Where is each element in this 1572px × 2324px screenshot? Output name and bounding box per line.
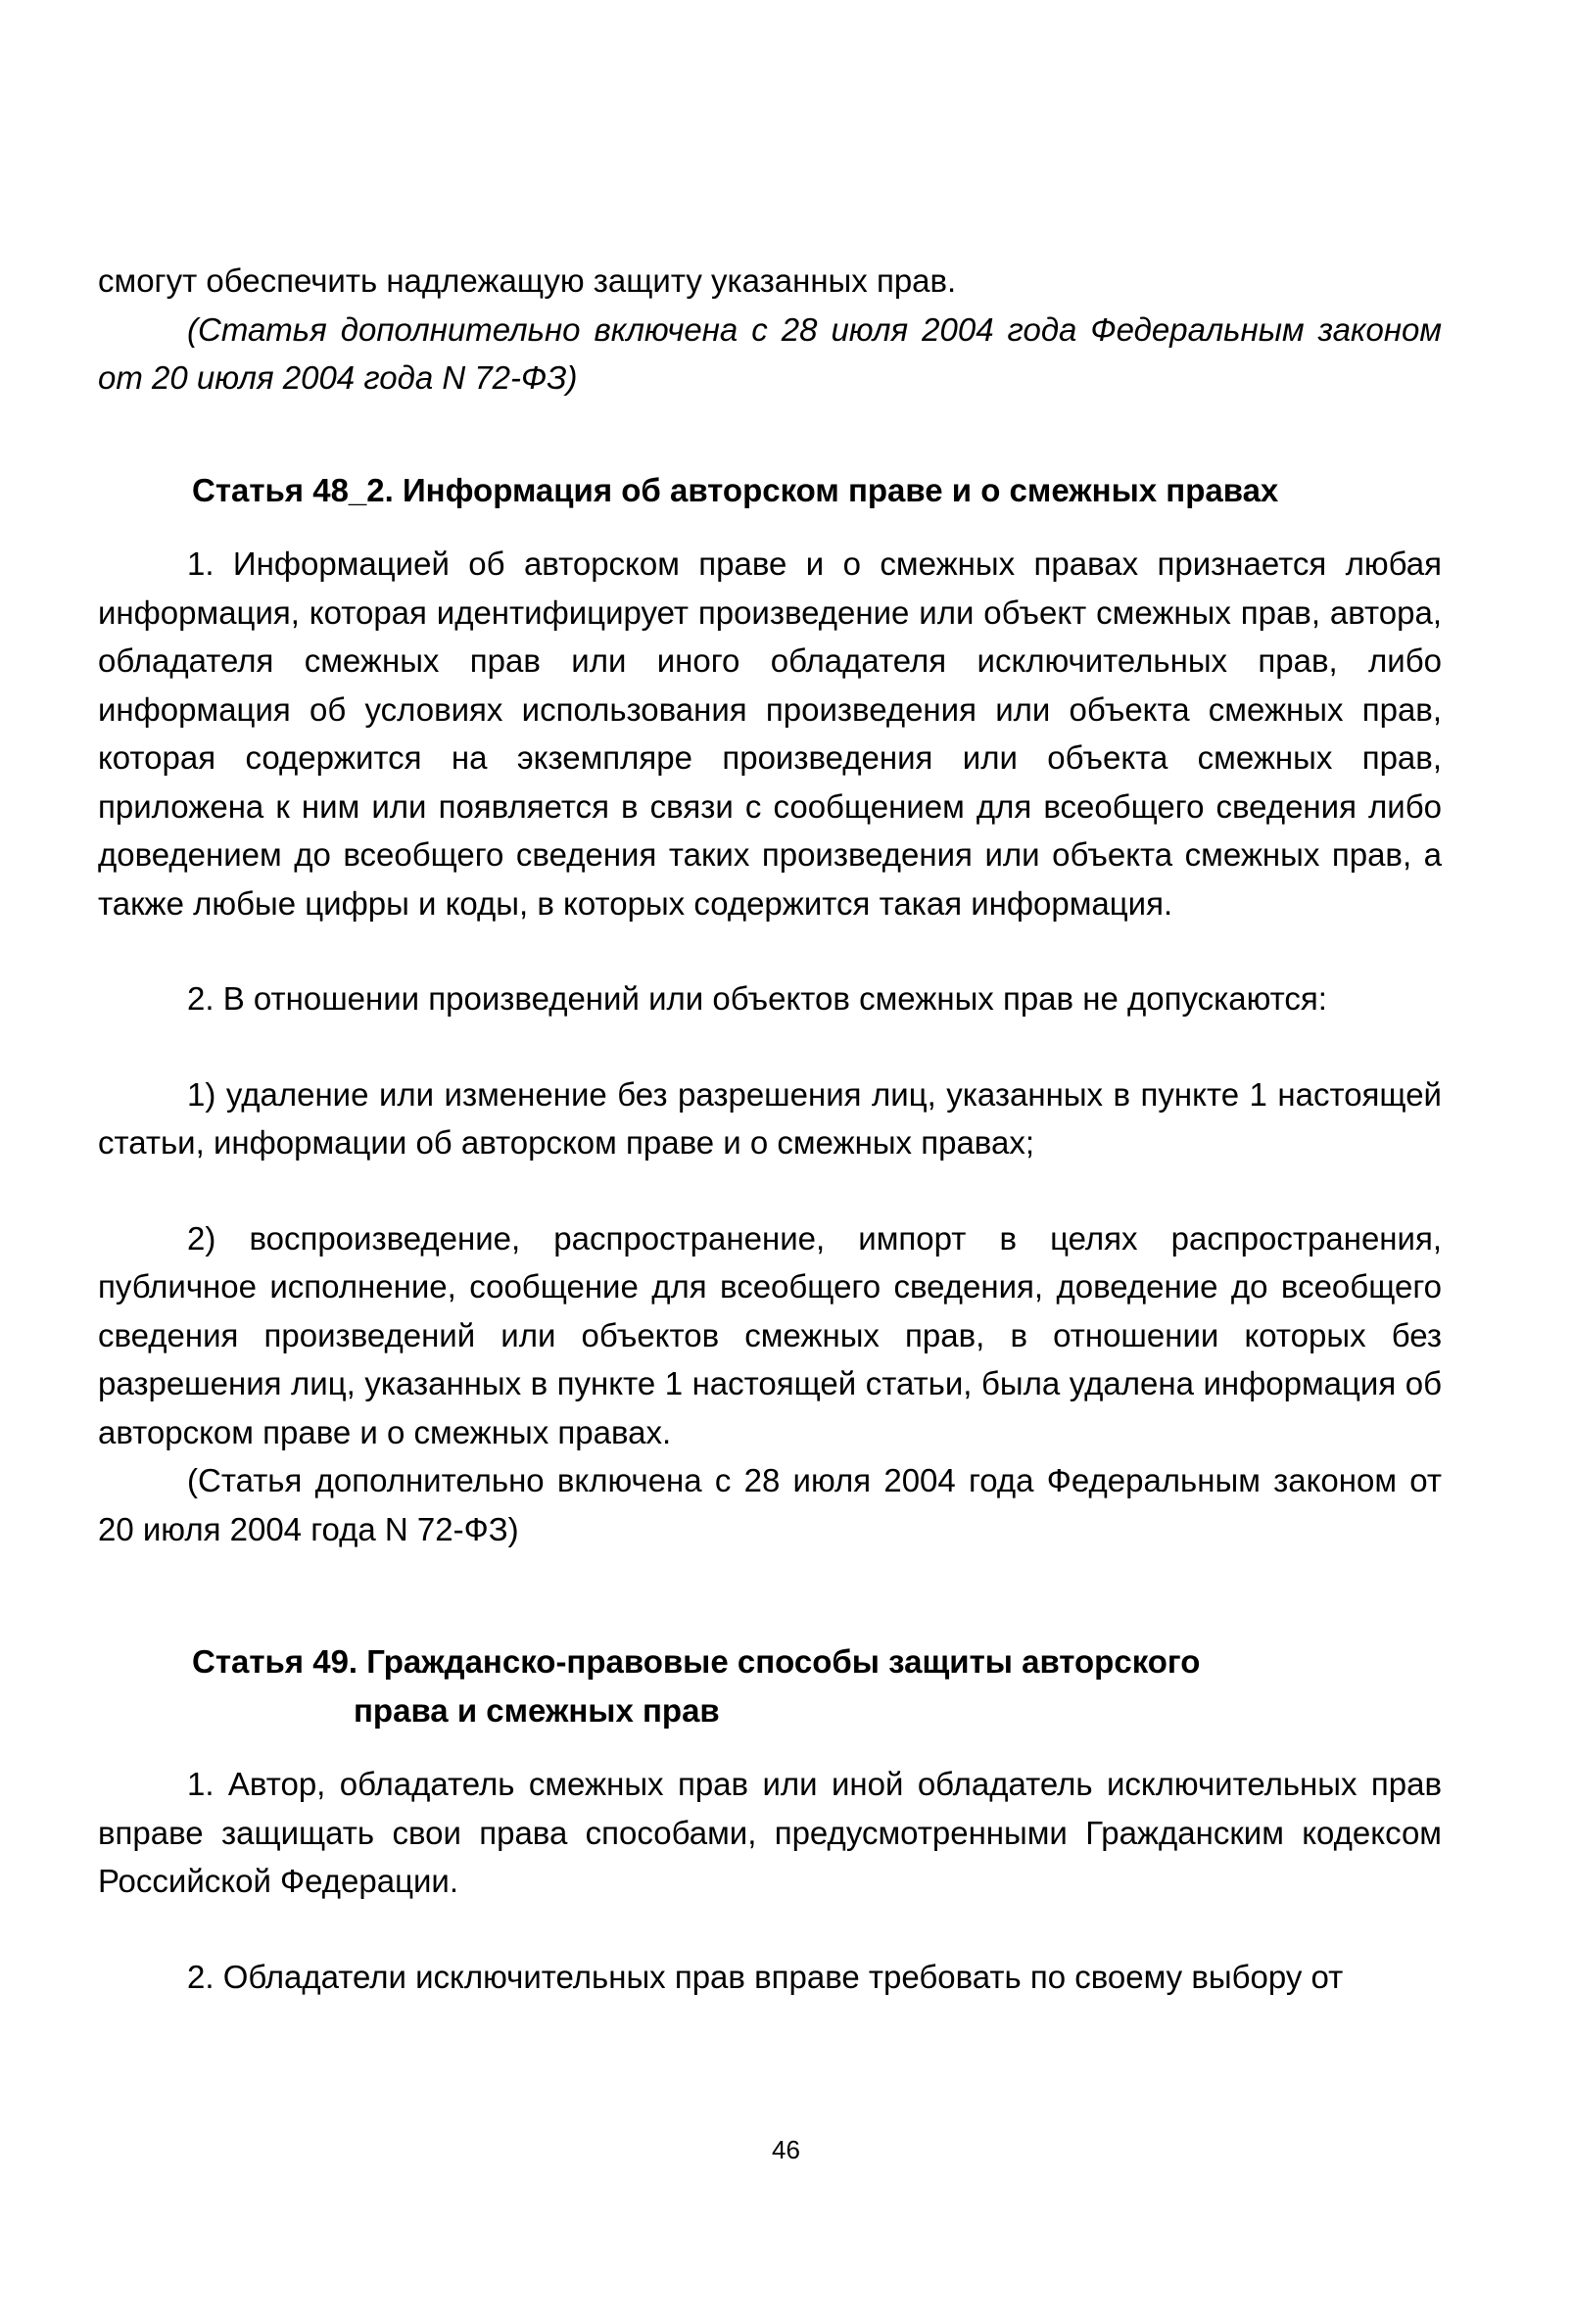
amendment-note: (Статья дополнительно включена с 28 июля 2004 года Федеральным законом от 20 июля 2004 года N 72-ФЗ)	[98, 1462, 1442, 1547]
article-48-2-paragraph-1: 1. Информацией об авторском праве и о смежных правах признается любая информация, которая идентифицирует произведение или объект смежных прав, автора, обладателя смежных прав или иного обладателя исключительных прав, либо информация об условиях использования произведения или объекта смежных прав, которая содержится на экземпляре произведения или объекта смежных прав, приложена к ним или появляется в связи с сообщением для всеобщего сведения либо доведением до всеобщего сведения таких произведения или объекта смежных прав, а также любые цифры и коды, в которых содержится такая информация.	[98, 545, 1442, 922]
article-49-heading	[98, 1637, 1442, 1734]
article-48-2-heading: Статья 48_2. Информация об авторском праве и о смежных правах	[192, 471, 1279, 508]
document-page	[98, 257, 1442, 2001]
article-49-heading-line-2: права и смежных прав	[354, 1691, 720, 1729]
article-49-paragraph-2: 2. Обладатели исключительных прав вправе требовать по своему выбору от	[187, 1958, 1344, 1995]
article-49-heading-line-1: Статья 49. Гражданско-правовые способы защиты авторского	[192, 1643, 1201, 1680]
continuation-text: смогут обеспечить надлежащую защиту указанных прав.	[98, 262, 957, 299]
article-48-2-item-1: 1) удаление или изменение без разрешения лиц, указанных в пункте 1 настоящей статьи, информации об авторском праве и о смежных правах;	[98, 1075, 1442, 1161]
article-48-2-item-2: 2) воспроизведение, распространение, импорт в целях распространения, публичное исполнение, сообщение для всеобщего сведения, доведение до всеобщего сведения произведений или объектов смежных прав, в отношении которых без разрешения лиц, указанных в пункте 1 настоящей статьи, была удалена информация об авторском праве и о смежных правах.	[98, 1219, 1442, 1450]
article-49-paragraph-1: 1. Автор, обладатель смежных прав или иной обладатель исключительных прав вправе защищать свои права способами, предусмотренными Гражданским кодексом Российской Федерации.	[98, 1766, 1442, 1899]
amendment-note-italic: (Статья дополнительно включена с 28 июля 2004 года Федеральным законом от 20 июля 2004 года N 72-ФЗ)	[98, 310, 1442, 396]
article-48-2-paragraph-2: 2. В отношении произведений или объектов смежных прав не допускаются:	[187, 980, 1327, 1017]
page-number: 46	[772, 2135, 800, 2164]
